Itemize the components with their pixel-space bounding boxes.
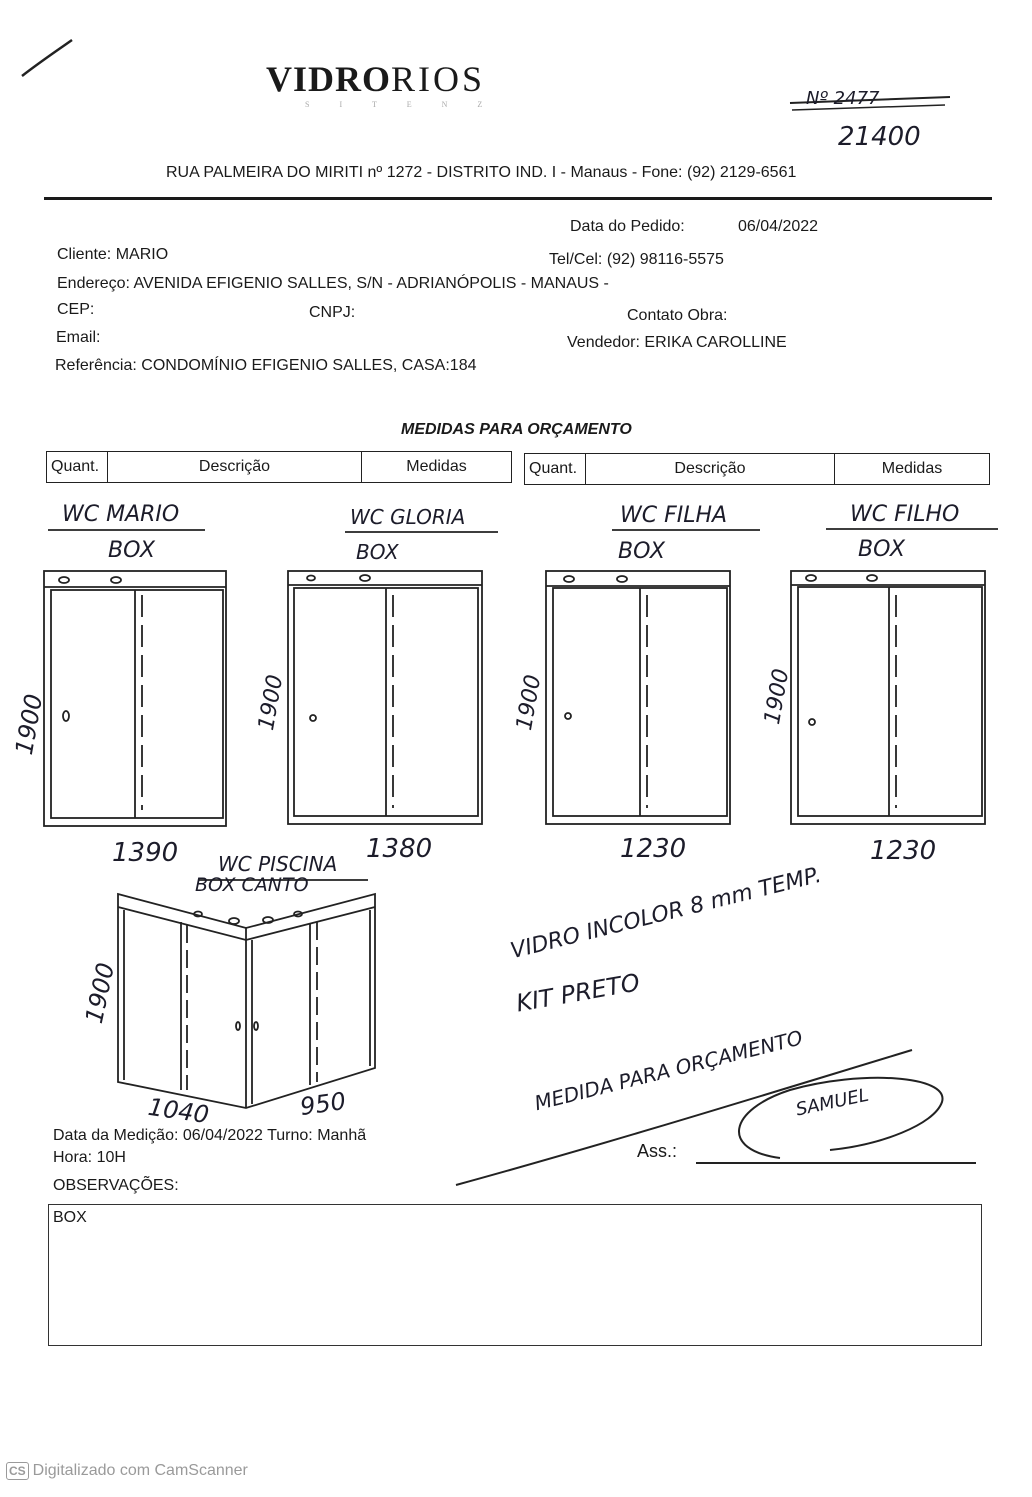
corner-box-sketch <box>118 880 375 1108</box>
seller-field <box>567 334 787 352</box>
contact-label: Contato Obra: <box>627 307 728 324</box>
room-label: WC MARIO <box>62 502 180 527</box>
box-sketch-wc-mario <box>44 571 226 826</box>
cep-label: CEP: <box>57 301 95 318</box>
logo-tagline: S I T E N Z <box>305 100 497 109</box>
glass-note: VIDRO INCOLOR 8 mm TEMP. <box>508 862 824 965</box>
phone-value: (92) 98116-5575 <box>606 251 724 268</box>
box-sketch-wc-filha <box>546 571 730 824</box>
order-date-value: 06/04/2022 <box>738 218 819 235</box>
room-label: WC FILHA <box>620 503 728 528</box>
box-type-label: BOX <box>108 538 155 563</box>
hour-label: Hora: <box>53 1149 93 1166</box>
cnpj-label: CNPJ: <box>309 304 356 321</box>
header-description: Descrição <box>108 452 362 483</box>
header-qty: Quant. <box>47 452 108 483</box>
header-measures: Medidas <box>835 454 990 485</box>
hour-value: 10H <box>96 1149 126 1166</box>
phone-label: Tel/Cel: <box>549 251 603 268</box>
observations-label: OBSERVAÇÕES: <box>53 1177 179 1194</box>
signature-label: Ass.: <box>637 1141 678 1161</box>
height-label: 1900 <box>254 672 289 733</box>
reference-label: Referência: <box>55 357 137 374</box>
height-label: 1900 <box>760 666 795 727</box>
corner-width-a-label: 1040 <box>146 1092 211 1130</box>
width-label: 1380 <box>366 834 433 864</box>
corner-height-label: 1900 <box>80 960 121 1026</box>
corner-type-label: BOX CANTO <box>195 874 309 896</box>
observations-value: BOX <box>53 1209 87 1226</box>
company-address: RUA PALMEIRA DO MIRITI nº 1272 - DISTRITO IND. I - Manaus - Fone: (92) 2129-6561 <box>166 164 797 181</box>
height-label: 1900 <box>10 691 49 757</box>
client-field <box>57 246 168 264</box>
shift-value: Manhã <box>317 1127 367 1144</box>
measurement-date-value: 06/04/2022 <box>182 1127 263 1144</box>
height-label: 1900 <box>512 672 547 733</box>
reference-field <box>55 357 476 375</box>
signature-line <box>696 1162 976 1164</box>
signature-name: SAMUEL <box>794 1084 871 1121</box>
order-number-handwritten: 21400 <box>838 122 921 152</box>
header-divider <box>44 197 992 200</box>
client-label: Cliente: <box>57 246 112 263</box>
seller-value: ERIKA CAROLLINE <box>644 334 787 351</box>
section-title: MEDIDAS PARA ORÇAMENTO <box>401 421 632 438</box>
room-label: WC GLORIA <box>350 505 466 529</box>
width-label: 1390 <box>112 838 179 868</box>
address-field <box>57 275 609 293</box>
purpose-note: MEDIDA PARA ORÇAMENTO <box>532 1025 806 1116</box>
phone-field <box>549 251 724 269</box>
kit-note: KIT PRETO <box>514 968 642 1018</box>
room-label: WC FILHO <box>850 502 960 527</box>
box-type-label: BOX <box>618 539 665 564</box>
corner-width-b-label: 950 <box>298 1086 348 1122</box>
corner-room-label: WC PISCINA <box>218 852 338 876</box>
scanner-watermark <box>6 1462 248 1480</box>
observations-box <box>48 1204 982 1346</box>
camscanner-icon: CS <box>6 1462 29 1480</box>
width-label: 1230 <box>870 836 937 866</box>
box-sketch-wc-gloria <box>288 571 482 824</box>
order-date-label: Data do Pedido: <box>570 218 685 235</box>
address-label: Endereço: <box>57 275 130 292</box>
width-label: 1230 <box>620 834 687 864</box>
items-table-header-right <box>524 453 990 485</box>
measurement-date-field <box>53 1127 366 1145</box>
reference-value: CONDOMÍNIO EFIGENIO SALLES, CASA:184 <box>141 357 477 374</box>
box-sketch-wc-filho <box>791 571 985 824</box>
measurement-date-label: Data da Medição: <box>53 1127 179 1144</box>
header-qty: Quant. <box>525 454 586 485</box>
company-logo: VIDRORIOS <box>266 59 486 99</box>
client-value: MARIO <box>115 246 169 263</box>
header-measures: Medidas <box>362 452 512 483</box>
items-table-header-left <box>46 451 512 483</box>
shift-label: Turno: <box>267 1127 313 1144</box>
box-type-label: BOX <box>858 537 905 562</box>
seller-label: Vendedor: <box>567 334 640 351</box>
hour-field <box>53 1149 126 1167</box>
address-value: AVENIDA EFIGENIO SALLES, S/N - ADRIANÓPOLIS - MANAUS - <box>133 275 609 292</box>
header-description: Descrição <box>586 454 835 485</box>
order-number-struck: Nº 2477 <box>806 88 880 109</box>
box-type-label: BOX <box>356 540 399 564</box>
email-label: Email: <box>56 329 101 346</box>
scanner-text: Digitalizado com CamScanner <box>32 1462 248 1479</box>
